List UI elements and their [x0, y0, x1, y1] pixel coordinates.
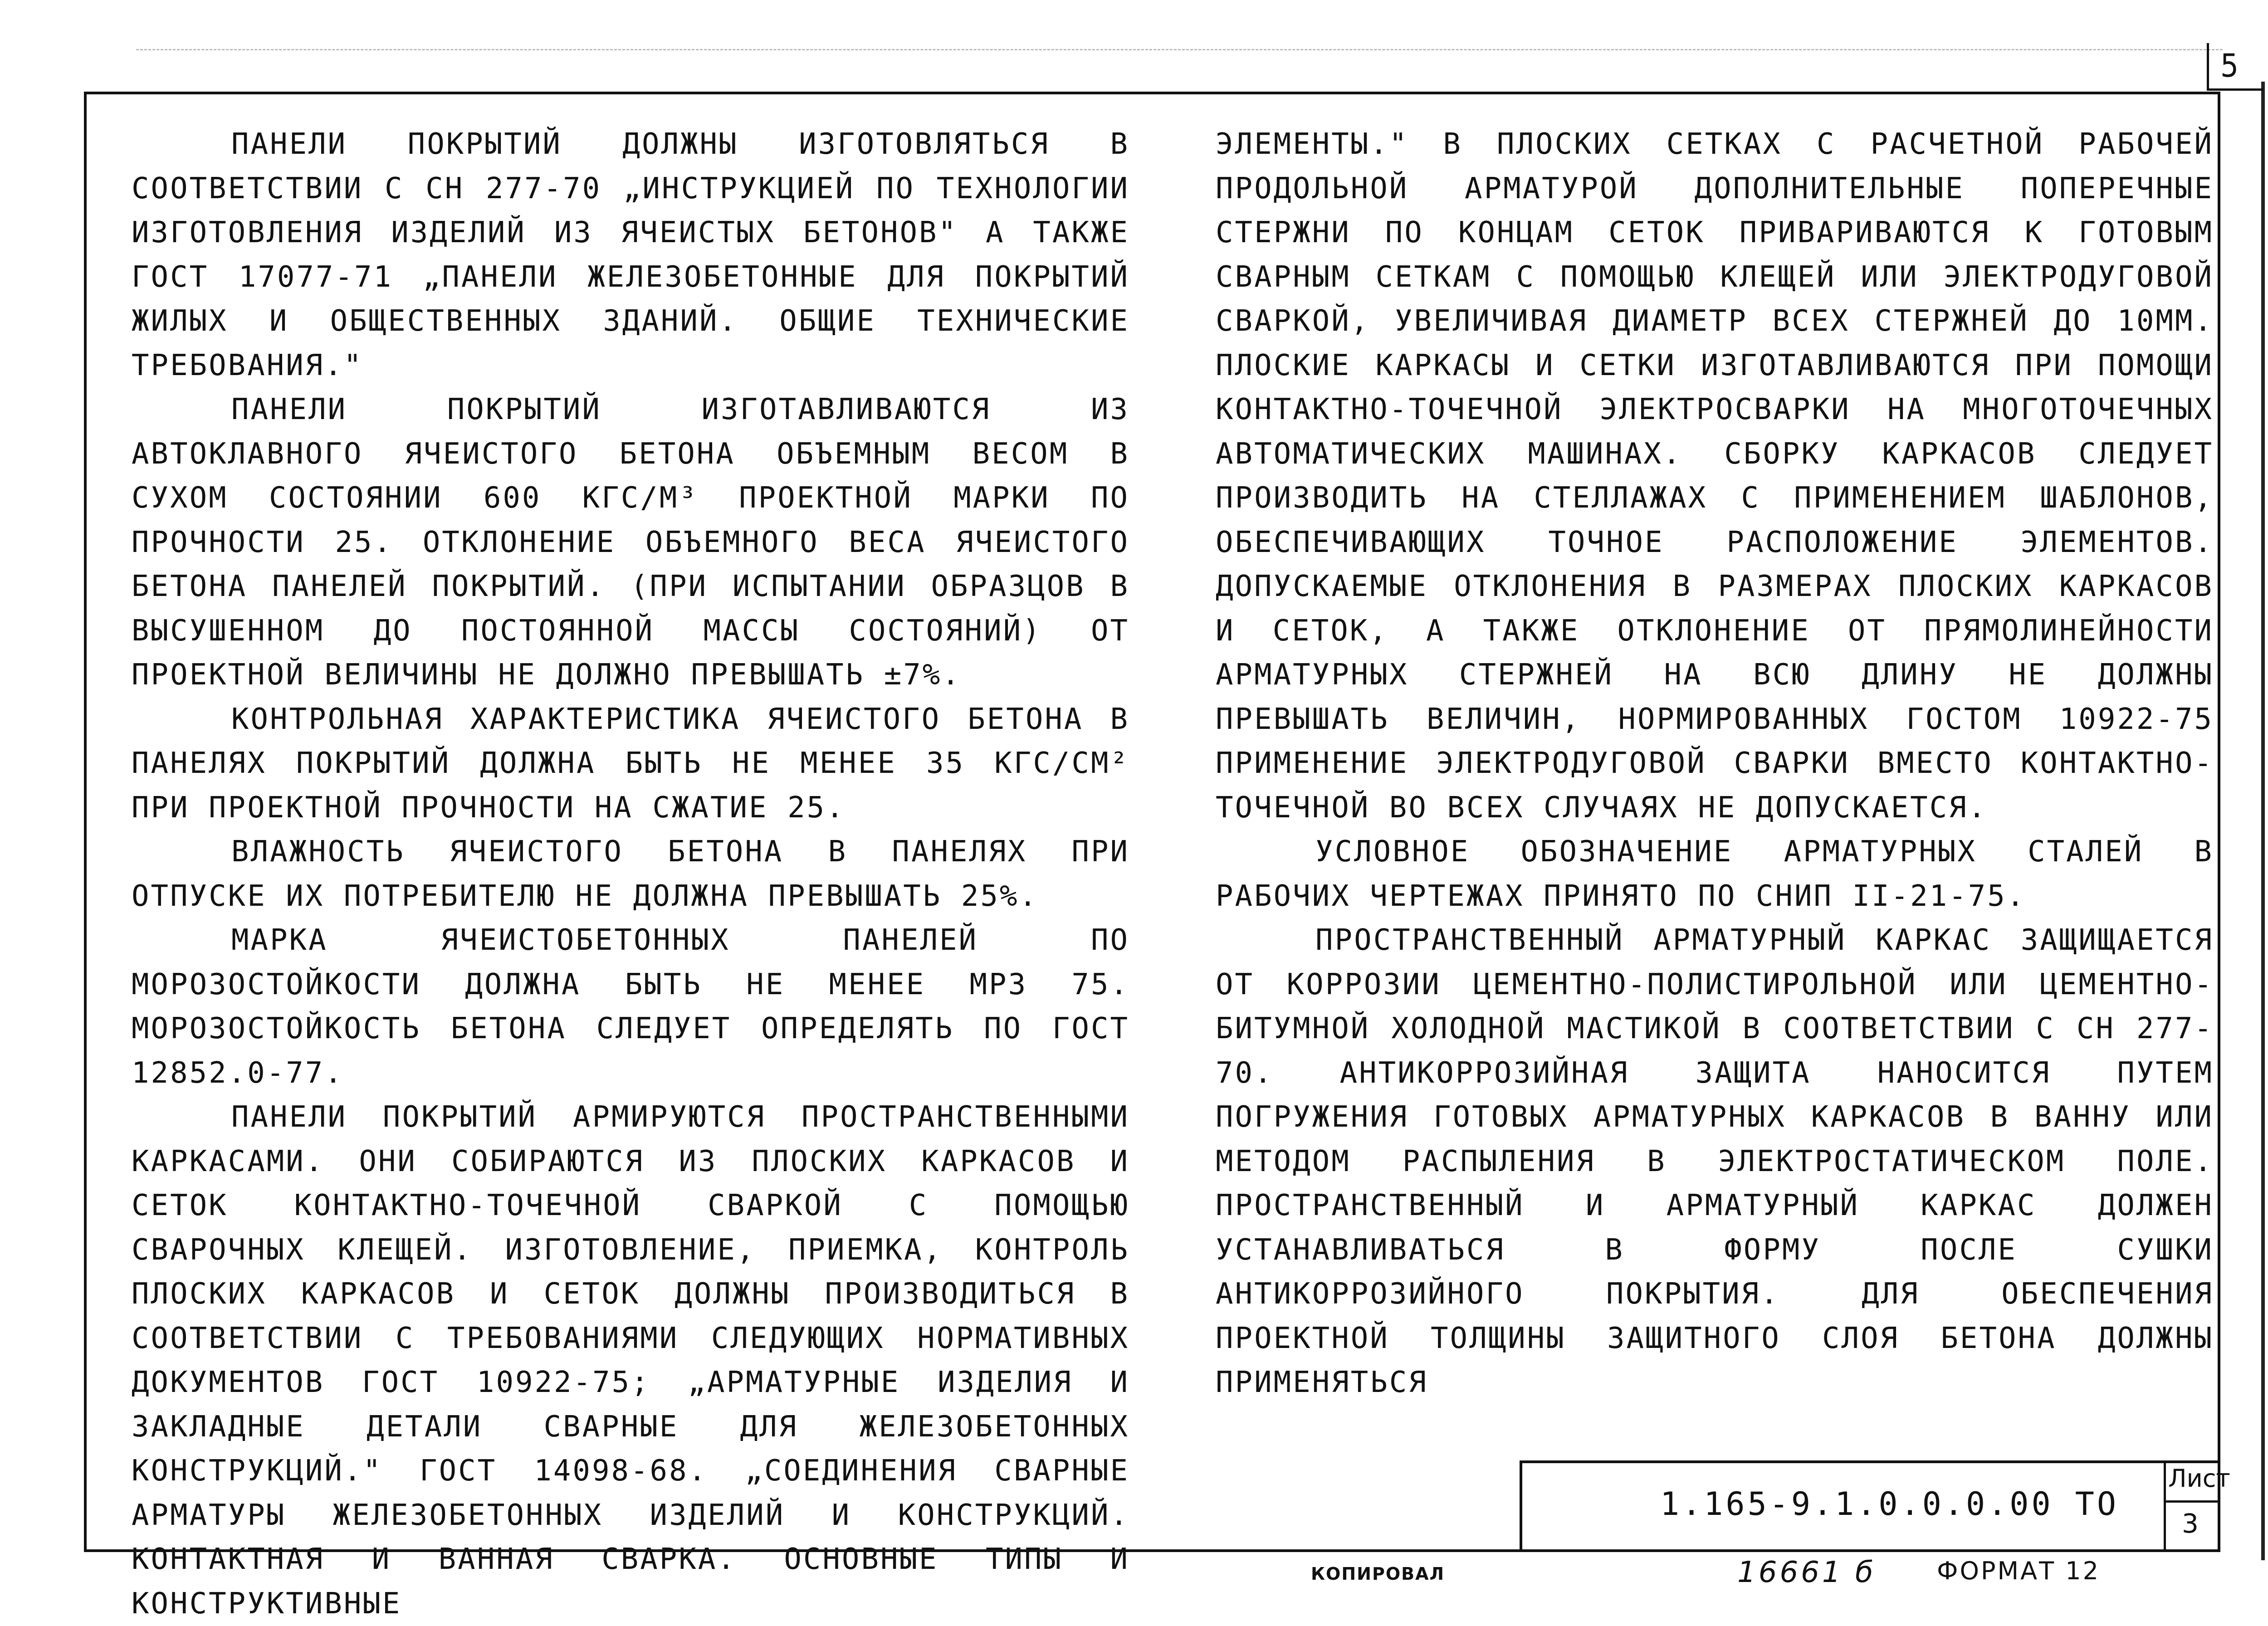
top-edge-rule [136, 49, 2223, 50]
left-paragraph-4: ВЛАЖНОСТЬ ЯЧЕИСТОГО БЕТОНА В ПАНЕЛЯХ ПРИ ОТПУСКЕ ИХ ПОТРЕБИТЕЛЮ НЕ ДОЛЖНА ПРЕВЫШАТЬ 25%. [132, 835, 1129, 913]
document-code: 1.165-9.1.0.0.0.00 ТО [1660, 1485, 2119, 1523]
left-paragraph-2: ПАНЕЛИ ПОКРЫТИЙ ИЗГОТАВЛИВАЮТСЯ ИЗ АВТОКЛАВНОГО ЯЧЕИСТОГО БЕТОНА ОБЪЕМНЫМ ВЕСОМ В СУХОМ СОСТОЯНИИ 600 КГС/М³ ПРОЕКТНОЙ МАРКИ ПО ПРОЧНОСТИ 25. ОТКЛОНЕНИЕ ОБЪЕМНОГО ВЕСА ЯЧЕИСТОГО БЕТОНА ПАНЕЛЕЙ ПОКРЫТИЙ. (ПРИ ИСПЫТАНИИ ОБРАЗЦОВ В ВЫСУШЕННОМ ДО ПОСТОЯННОЙ МАССЫ СОСТОЯНИЙ) ОТ ПРОЕКТНОЙ ВЕЛИЧИНЫ НЕ ДОЛЖНО ПРЕВЫШАТЬ ±7%. [132, 393, 1129, 692]
copied-label: КОПИРОВАЛ [1311, 1564, 1445, 1584]
order-number: 16661 б [1737, 1556, 1876, 1589]
left-text-column [132, 122, 1129, 1626]
left-paragraph-6: ПАНЕЛИ ПОКРЫТИЙ АРМИРУЮТСЯ ПРОСТРАНСТВЕННЫМИ КАРКАСАМИ. ОНИ СОБИРАЮТСЯ ИЗ ПЛОСКИХ КАРКАСОВ И СЕТОК КОНТАКТНО-ТОЧЕЧНОЙ СВАРКОЙ С ПОМОЩЬЮ СВАРОЧНЫХ КЛЕЩЕЙ. ИЗГОТОВЛЕНИЕ, ПРИЕМКА, КОНТРОЛЬ ПЛОСКИХ КАРКАСОВ И СЕТОК ДОЛЖНЫ ПРОИЗВОДИТЬСЯ В СООТВЕТСТВИИ С ТРЕБОВАНИЯМИ СЛЕДУЮЩИХ НОРМАТИВНЫХ ДОКУМЕНТОВ ГОСТ 10922-75; „АРМАТУРНЫЕ ИЗДЕЛИЯ И ЗАКЛАДНЫЕ ДЕТАЛИ СВАРНЫЕ ДЛЯ ЖЕЛЕЗОБЕТОННЫХ КОНСТРУКЦИЙ." ГОСТ 14098-68. „СОЕДИНЕНИЯ СВАРНЫЕ АРМАТУРЫ ЖЕЛЕЗОБЕТОННЫХ ИЗДЕЛИЙ И КОНСТРУКЦИЙ. КОНТАКТНАЯ И ВАННАЯ СВАРКА. ОСНОВНЫЕ ТИПЫ И КОНСТРУКТИВНЫЕ [132, 1100, 1129, 1621]
sheet-number: 3 [2182, 1508, 2199, 1539]
right-paragraph-2: УСЛОВНОЕ ОБОЗНАЧЕНИЕ АРМАТУРНЫХ СТАЛЕЙ В РАБОЧИХ ЧЕРТЕЖАХ ПРИНЯТО ПО СНИП II-21-75. [1216, 835, 2214, 913]
sheet-label: Лист [2168, 1464, 2230, 1493]
right-text-column [1216, 122, 2214, 1405]
right-paragraph-3: ПРОСТРАНСТВЕННЫЙ АРМАТУРНЫЙ КАРКАС ЗАЩИЩАЕТСЯ ОТ КОРРОЗИИ ЦЕМЕНТНО-ПОЛИСТИРОЛЬНОЙ ИЛИ ЦЕМЕНТНО-БИТУМНОЙ ХОЛОДНОЙ МАСТИКОЙ В СООТВЕТСТВИИ С СН 277-70. АНТИКОРРОЗИЙНАЯ ЗАЩИТА НАНОСИТСЯ ПУТЕМ ПОГРУЖЕНИЯ ГОТОВЫХ АРМАТУРНЫХ КАРКАСОВ В ВАННУ ИЛИ МЕТОДОМ РАСПЫЛЕНИЯ В ЭЛЕКТРОСТАТИЧЕСКОМ ПОЛЕ. ПРОСТРАНСТВЕННЫЙ И АРМАТУРНЫЙ КАРКАС ДОЛЖЕН УСТАНАВЛИВАТЬСЯ В ФОРМУ ПОСЛЕ СУШКИ АНТИКОРРОЗИЙНОГО ПОКРЫТИЯ. ДЛЯ ОБЕСПЕЧЕНИЯ ПРОЕКТНОЙ ТОЛЩИНЫ ЗАЩИТНОГО СЛОЯ БЕТОНА ДОЛЖНЫ ПРИМЕНЯТЬСЯ [1216, 923, 2214, 1399]
page-number: 5 [2220, 47, 2239, 84]
right-edge-rule [2261, 82, 2265, 1560]
left-paragraph-5: МАРКА ЯЧЕИСТОБЕТОННЫХ ПАНЕЛЕЙ ПО МОРОЗОСТОЙКОСТИ ДОЛЖНА БЫТЬ НЕ МЕНЕЕ МРЗ 75. МОРОЗОСТОЙКОСТЬ БЕТОНА СЛЕДУЕТ ОПРЕДЕЛЯТЬ ПО ГОСТ 12852.0-77. [132, 923, 1129, 1090]
left-paragraph-3: КОНТРОЛЬНАЯ ХАРАКТЕРИСТИКА ЯЧЕИСТОГО БЕТОНА В ПАНЕЛЯХ ПОКРЫТИЙ ДОЛЖНА БЫТЬ НЕ МЕНЕЕ 35 КГС/СМ² ПРИ ПРОЕКТНОЙ ПРОЧНОСТИ НА СЖАТИЕ 25. [132, 702, 1129, 825]
format-label: ФОРМАТ 12 [1937, 1557, 2100, 1585]
right-paragraph-1: ЭЛЕМЕНТЫ." В ПЛОСКИХ СЕТКАХ С РАСЧЕТНОЙ РАБОЧЕЙ ПРОДОЛЬНОЙ АРМАТУРОЙ ДОПОЛНИТЕЛЬНЫЕ ПОПЕРЕЧНЫЕ СТЕРЖНИ ПО КОНЦАМ СЕТОК ПРИВАРИВАЮТСЯ К ГОТОВЫМ СВАРНЫМ СЕТКАМ С ПОМОЩЬЮ КЛЕЩЕЙ ИЛИ ЭЛЕКТРОДУГОВОЙ СВАРКОЙ, УВЕЛИЧИВАЯ ДИАМЕТР ВСЕХ СТЕРЖНЕЙ ДО 10ММ. ПЛОСКИЕ КАРКАСЫ И СЕТКИ ИЗГОТАВЛИВАЮТСЯ ПРИ ПОМОЩИ КОНТАКТНО-ТОЧЕЧНОЙ ЭЛЕКТРОСВАРКИ НА МНОГОТОЧЕЧНЫХ АВТОМАТИЧЕСКИХ МАШИНАХ. СБОРКУ КАРКАСОВ СЛЕДУЕТ ПРОИЗВОДИТЬ НА СТЕЛЛАЖАХ С ПРИМЕНЕНИЕМ ШАБЛОНОВ, ОБЕСПЕЧИВАЮЩИХ ТОЧНОЕ РАСПОЛОЖЕНИЕ ЭЛЕМЕНТОВ. ДОПУСКАЕМЫЕ ОТКЛОНЕНИЯ В РАЗМЕРАХ ПЛОСКИХ КАРКАСОВ И СЕТОК, А ТАКЖЕ ОТКЛОНЕНИЕ ОТ ПРЯМОЛИНЕЙНОСТИ АРМАТУРНЫХ СТЕРЖНЕЙ НА ВСЮ ДЛИНУ НЕ ДОЛЖНЫ ПРЕВЫШАТЬ ВЕЛИЧИН, НОРМИРОВАННЫХ ГОСТОМ 10922-75 ПРИМЕНЕНИЕ ЭЛЕКТРОДУГОВОЙ СВАРКИ ВМЕСТО КОНТАКТНО-ТОЧЕЧНОЙ ВО ВСЕХ СЛУЧАЯХ НЕ ДОПУСКАЕТСЯ. [1216, 127, 2214, 825]
left-paragraph-1: ПАНЕЛИ ПОКРЫТИЙ ДОЛЖНЫ ИЗГОТОВЛЯТЬСЯ В СООТВЕТСТВИИ С СН 277-70 „ИНСТРУКЦИЕЙ ПО ТЕХНОЛОГИИ ИЗГОТОВЛЕНИЯ ИЗДЕЛИЙ ИЗ ЯЧЕИСТЫХ БЕТОНОВ" А ТАКЖЕ ГОСТ 17077-71 „ПАНЕЛИ ЖЕЛЕЗОБЕТОННЫЕ ДЛЯ ПОКРЫТИЙ ЖИЛЫХ И ОБЩЕСТВЕННЫХ ЗДАНИЙ. ОБЩИЕ ТЕХНИЧЕСКИЕ ТРЕБОВАНИЯ." [132, 127, 1129, 382]
sheet-cell-divider [2164, 1500, 2220, 1503]
